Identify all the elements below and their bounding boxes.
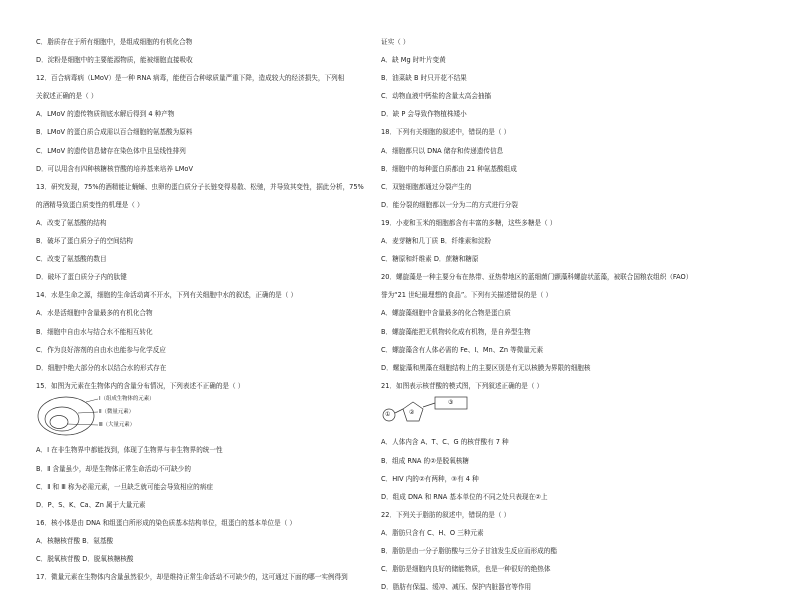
option-line: B．脂肪是由一分子脂肪酸与三分子甘油发生反应而形成的酯 — [381, 547, 557, 556]
option-line: D．脂肪有保温、缓冲、减压、保护内脏器官等作用 — [381, 583, 532, 592]
question-15-stem: 15．如图为元素在生物体内的含量分布情况，下列表述不正确的是（ ） — [36, 381, 245, 390]
option-line: A．LMoV 的遗传物质彻底水解后得到 4 种产物 — [36, 110, 175, 119]
right-column — [381, 38, 761, 601]
option-line: C．螺旋藻含有人体必需的 Fe、I、Mn、Zn 等微量元素 — [381, 345, 544, 354]
question-21-stem: 21．如图表示核苷酸的模式图，下列叙述正确的是（ ） — [381, 381, 544, 390]
label-1: ① — [385, 411, 391, 419]
label-2: ② — [409, 409, 415, 417]
right-bottom-lines — [381, 438, 761, 591]
option-line: C．脂肪是细胞内良好的储能物质，也是一种很好的绝热体 — [381, 565, 551, 574]
option-line: A．核糖核苷酸 B．氨基酸 — [36, 536, 114, 545]
question-18-stem: 18．下列有关细胞的叙述中，错误的是（ ） — [381, 128, 511, 137]
option-line: D．细胞中绝大部分的水以结合水的形式存在 — [36, 363, 167, 372]
venn-label-I: Ⅰ（组成生物体的元素） — [99, 396, 155, 403]
option-line: D．破坏了蛋白质分子内的肽键 — [36, 273, 127, 282]
question-19-stem: 19．小麦和玉米的细胞都含有丰富的多糖，这些多糖是（ ） — [381, 218, 557, 227]
nucleotide-shapes — [381, 394, 501, 430]
option-line: D．螺旋藻和黑藻在细胞结构上的主要区别是有无以核膜为界限的细胞核 — [381, 363, 591, 372]
ellipse-III — [50, 416, 68, 429]
nucleotide-diagram — [381, 394, 761, 430]
label-3: ③ — [448, 399, 454, 407]
option-line: 20．螺旋藻是一种主要分布在热带、亚热带地区的蓝细菌门颤藻科螺旋状蓝藻，被联合国粮农组织（FAO） — [381, 273, 693, 282]
option-line: A．脂肪只含有 C、H、O 三种元素 — [381, 528, 484, 537]
option-line: B．LMoV 的蛋白质合成需以百合细胞的氨基酸为原料 — [36, 128, 193, 137]
option-line: D．组成 DNA 和 RNA 基本单位的不同之处只表现在②上 — [381, 492, 548, 501]
option-line: A．水是活细胞中含量最多的有机化合物 — [36, 309, 153, 318]
option-line: A．改变了氨基酸的结构 — [36, 218, 107, 227]
element-venn-diagram — [36, 394, 371, 438]
option-line: C．动物血液中钙盐的含量太高会抽搐 — [381, 92, 492, 101]
left-top-lines — [36, 38, 371, 390]
option-line: B．油菜缺 B 时只开花不结果 — [381, 74, 467, 83]
ellipse-I — [38, 397, 94, 435]
option-line: D．缺 P 会导致作物植株矮小 — [381, 110, 467, 119]
question-14-stem: 14．水是生命之源，细胞的生命活动离不开水，下列有关细胞中水的叙述，正确的是（ ） — [36, 291, 298, 300]
option-line: B．细胞中的每种蛋白质都由 21 种氨基酸组成 — [381, 164, 517, 173]
question-12-stem: 12．百合病毒病（LMoV）是一种 RNA 病毒，能使百合种球质量严重下降，造成较大的经济损失，下列相 — [36, 74, 345, 83]
question-20-stem: 誉为“21 世纪最理想的食品”。下列有关描述错误的是（ ） — [381, 291, 553, 300]
question-13-stem: 13．研究发现，75%的酒精能让蛹蛹、虫卵的蛋白质分子长链变得易散、松驰，并导致其变性，据此分析，75% — [36, 182, 364, 191]
ellipse-II — [45, 407, 79, 431]
option-line: A．细胞都只以 DNA 储存和传递遗传信息 — [381, 146, 504, 155]
right-top-lines — [381, 38, 761, 390]
option-line: A．Ⅰ 在非生物界中都能找到，体现了生物界与非生物界的统一性 — [36, 446, 223, 455]
option-line: D．可以用含有四种核糖核苷酸的培养基来培养 LMoV — [36, 164, 193, 173]
option-line: B．螺旋藻能把无机物转化成有机物，是自养型生物 — [381, 327, 531, 336]
text-line: 证实（ ） — [381, 38, 410, 46]
option-line: C．作为良好溶剂的自由水也能参与化学反应 — [36, 345, 166, 354]
option-line: D．P、S、K、Ca、Zn 属于大量元素 — [36, 500, 146, 509]
option-line: B．组成 RNA 的②是脱氧核糖 — [381, 456, 469, 465]
left-column — [36, 38, 371, 591]
option-line: C．HIV 内的②有两种，③有 4 种 — [381, 474, 479, 483]
text-line: 的酒精导致蛋白质变性的机理是（ ） — [36, 200, 144, 209]
option-line: C．LMoV 的遗传信息储存在染色体中且呈线性排列 — [36, 146, 186, 155]
venn-label-III: Ⅲ（大量元素） — [99, 422, 136, 429]
option-line: D．能分裂的细胞都以一分为二的方式进行分裂 — [381, 200, 518, 209]
question-22-stem: 22．下列关于脂肪的叙述中，错误的是（ ） — [381, 510, 511, 519]
text-line: C．脂质存在于所有细胞中，是组成细胞的有机化合物 — [36, 38, 193, 46]
text-line: D．淀粉是细胞中的主要能源物质，能被细胞直接吸收 — [36, 56, 193, 65]
option-line: A．人体内含 A、T、C、G 的核苷酸有 7 种 — [381, 438, 509, 447]
option-line: C．双链细胞都通过分裂产生的 — [381, 182, 472, 191]
option-line: B．破坏了蛋白质分子的空间结构 — [36, 237, 133, 246]
option-line: A．缺 Mg 时叶片变黄 — [381, 56, 446, 65]
question-16-stem: 16．核小体是由 DNA 和组蛋白所形成的染色质基本结构单位，组蛋白的基本单位是（ ） — [36, 518, 296, 527]
venn-label-II: Ⅱ（微量元素） — [99, 409, 134, 416]
option-line: C．脱氧核苷酸 D．脱氧核糖核酸 — [36, 555, 134, 564]
question-17-stem: 17．微量元素在生物体内含量虽然很少，却是维持正常生命活动不可缺少的，这可通过下面的哪一实例得到 — [36, 573, 348, 582]
option-line: C．糖原和纤维素 D．蔗糖和糖原 — [381, 255, 479, 264]
option-line: C．改变了氨基酸的数目 — [36, 255, 107, 264]
option-line: A．麦芽糖和几丁质 B．纤维素和淀粉 — [381, 237, 492, 246]
text-line: 关叙述正确的是（ ） — [36, 92, 98, 101]
left-bottom-lines — [36, 446, 371, 581]
option-line: B．细胞中自由水与结合水不能相互转化 — [36, 327, 153, 336]
option-line: B．Ⅱ 含量虽少，却是生物体正常生命活动不可缺少的 — [36, 464, 191, 473]
option-line: C．Ⅱ 和 Ⅲ 称为必需元素，一旦缺乏就可能会导致相应的病症 — [36, 482, 213, 491]
option-line: A．螺旋藻细胞中含量最多的化合物是蛋白质 — [381, 309, 511, 318]
